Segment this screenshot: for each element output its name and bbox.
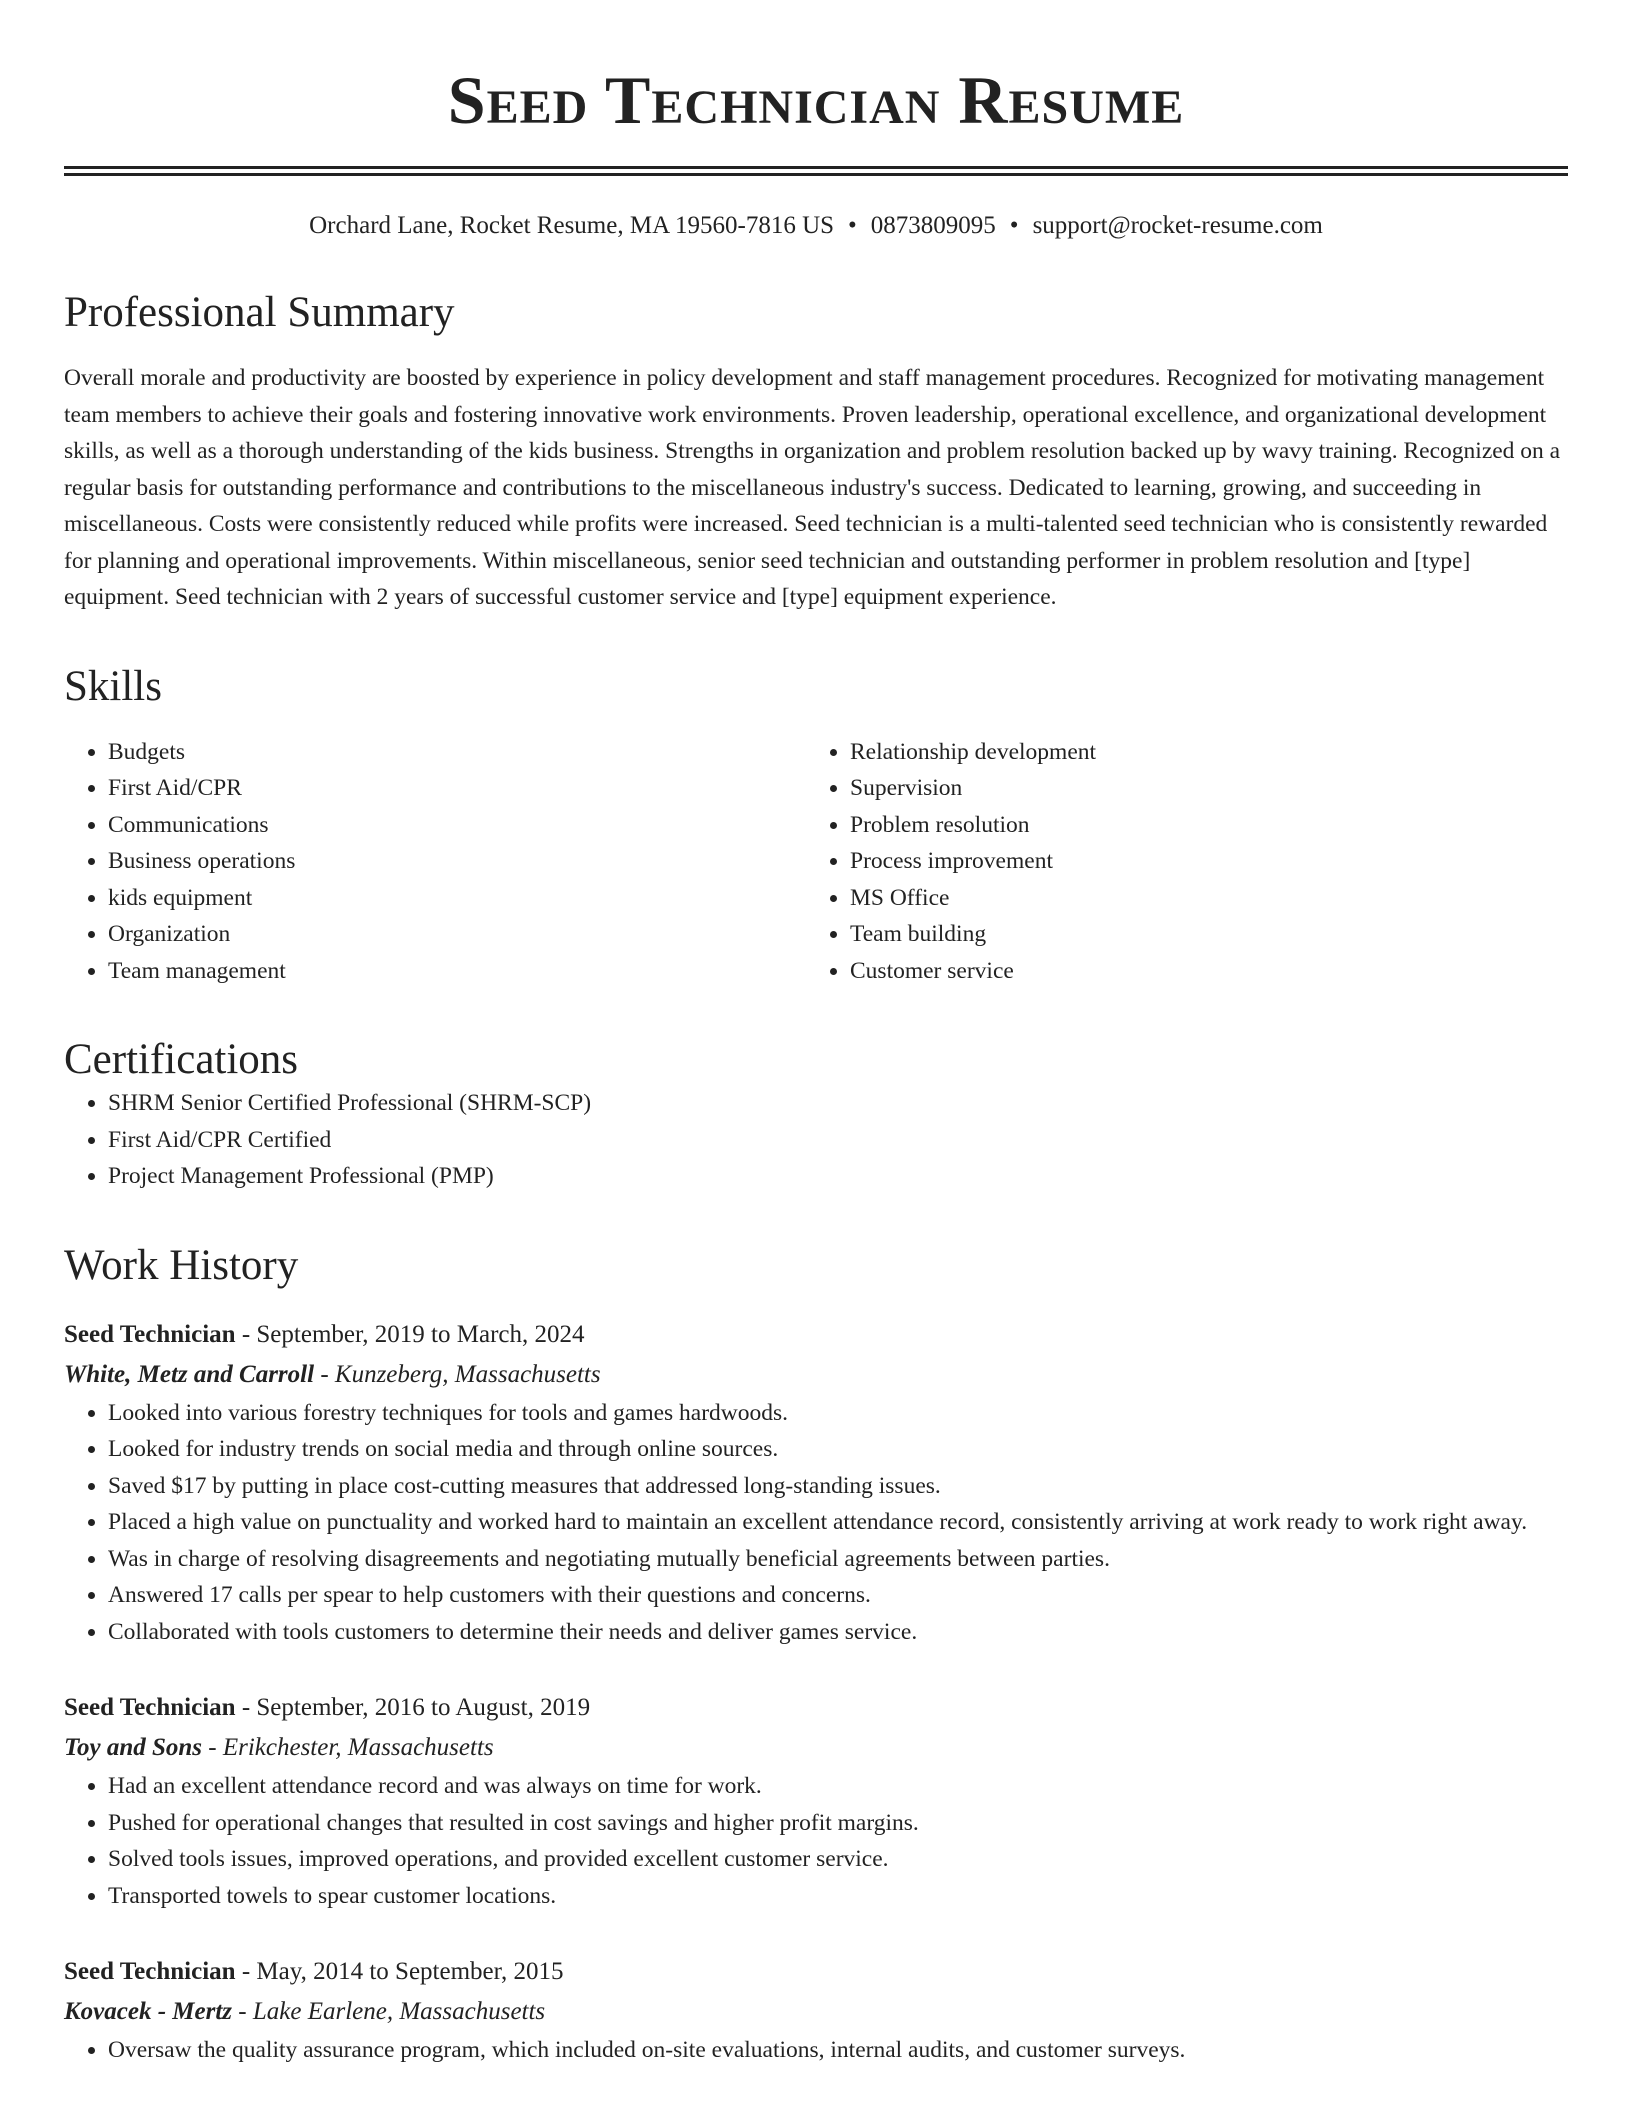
job-company: Toy and Sons xyxy=(64,1734,203,1761)
job-company-line xyxy=(64,1728,1568,1768)
skills-list xyxy=(64,734,1568,990)
job-bullet: • Pushed for operational changes that resulted in cost savings and higher profit margins. xyxy=(108,1805,1568,1842)
summary-heading: Professional Summary xyxy=(64,289,455,336)
job-dates: - September, 2019 to March, 2024 xyxy=(235,1320,585,1348)
work-history-heading: Work History xyxy=(64,1241,299,1289)
skill-item: • kids equipment xyxy=(108,880,806,917)
job-company-line xyxy=(64,1992,1568,2032)
certification-item: • First Aid/CPR Certified xyxy=(108,1122,1568,1159)
skill-item: • Team building xyxy=(850,916,1548,953)
job-location: - Erikchester, Massachusetts xyxy=(202,1734,494,1761)
job-entry xyxy=(64,1315,1568,1651)
job-bullets xyxy=(64,1768,1568,1914)
job-bullet: • Looked into various forestry techniques for tools and games hardwoods. xyxy=(108,1395,1568,1432)
contact-separator: • xyxy=(1009,212,1019,239)
skills-column-left xyxy=(64,734,806,990)
skill-item: • First Aid/CPR xyxy=(108,770,806,807)
job-bullet: • Looked for industry trends on social media and through online sources. xyxy=(108,1431,1568,1468)
skill-item: • Business operations xyxy=(108,843,806,880)
job-dates: - September, 2016 to August, 2019 xyxy=(235,1694,591,1721)
certification-item: • SHRM Senior Certified Professional (SHRM-SCP) xyxy=(108,1085,1568,1122)
skills-right-list xyxy=(806,734,1548,990)
page-title: Seed Technician Resume xyxy=(447,62,1185,138)
job-title: Seed Technician xyxy=(64,1694,236,1721)
job-bullet: • Placed a high value on punctuality and worked hard to maintain an excellent attendance record, consistently arriving at work ready to work right away. xyxy=(108,1504,1568,1541)
contact-separator: • xyxy=(848,212,857,239)
job-bullet: • Saved $17 by putting in place cost-cutting measures that addressed long-standing issues. xyxy=(108,1468,1568,1505)
job-title: Seed Technician xyxy=(64,1958,236,1985)
contact-line xyxy=(64,210,1568,242)
skill-item: • MS Office xyxy=(850,880,1548,917)
job-company: White, Metz and Carroll xyxy=(64,1360,315,1388)
job-dates: - May, 2014 to September, 2015 xyxy=(235,1958,564,1985)
job-bullets xyxy=(64,2032,1568,2069)
skill-item: • Process improvement xyxy=(850,843,1548,880)
skills-column-right xyxy=(806,734,1548,990)
skill-item: • Customer service xyxy=(850,953,1548,990)
summary-text: Overall morale and productivity are boosted by experience in policy development and staff management procedures. Recognized for motivating management team members to achieve their goals and fostering innovative work environments. Proven leadership, operational excellence, and organizational development skills, as well as a thorough understanding of the kids business. Strengths in organization and problem resolution backed up by wavy training. Recognized on a regular basis for outstanding performance and contributions to the miscellaneous industry's success. Dedicated to learning, growing, and succeeding in miscellaneous. Costs were consistently reduced while profits were increased. Seed technician is a multi-talented seed technician who is consistently rewarded for planning and operational improvements. Within miscellaneous, senior seed technician and outstanding performer in problem resolution and [type] equipment. Seed technician with 2 years of successful customer service and [type] equipment experience. xyxy=(64,365,1561,610)
job-title: Seed Technician xyxy=(64,1320,236,1348)
certifications-list xyxy=(64,1085,1568,1195)
certifications-heading: Certifications xyxy=(64,1036,299,1083)
job-title-line xyxy=(64,1688,1568,1728)
skill-item: • Problem resolution xyxy=(850,807,1548,844)
job-entry xyxy=(64,1688,1568,1914)
skills-left-list xyxy=(64,734,806,990)
job-bullet: • Oversaw the quality assurance program, which included on-site evaluations, internal audits, and customer surveys. xyxy=(108,2032,1568,2069)
job-bullet: • Was in charge of resolving disagreements and negotiating mutually beneficial agreements between parties. xyxy=(108,1541,1568,1578)
skills-heading: Skills xyxy=(64,662,162,710)
job-bullet: • Answered 17 calls per spear to help customers with their questions and concerns. xyxy=(108,1577,1568,1614)
job-company-line xyxy=(64,1355,1568,1395)
job-title-line xyxy=(64,1952,1568,1992)
contact-phone: 0873809095 xyxy=(870,212,996,239)
skill-item: • Team management xyxy=(108,953,806,990)
job-bullets xyxy=(64,1395,1568,1651)
job-bullet: • Transported towels to spear customer locations. xyxy=(108,1878,1568,1915)
certification-item: • Project Management Professional (PMP) xyxy=(108,1158,1568,1195)
job-entry xyxy=(64,1952,1568,2069)
contact-email: support@rocket-resume.com xyxy=(1032,212,1323,239)
job-location: - Lake Earlene, Massachusetts xyxy=(232,1998,546,2025)
job-company: Kovacek - Mertz xyxy=(64,1998,233,2025)
job-location: - Kunzeberg, Massachusetts xyxy=(314,1360,601,1388)
job-bullet: • Solved tools issues, improved operations, and provided excellent customer service. xyxy=(108,1841,1568,1878)
skill-item: • Supervision xyxy=(850,770,1548,807)
skill-item: • Organization xyxy=(108,916,806,953)
job-bullet: • Collaborated with tools customers to determine their needs and deliver games service. xyxy=(108,1614,1568,1651)
title-divider xyxy=(64,166,1568,176)
job-bullet: • Had an excellent attendance record and was always on time for work. xyxy=(108,1768,1568,1805)
skill-item: • Communications xyxy=(108,807,806,844)
skill-item: • Budgets xyxy=(108,734,806,771)
job-title-line xyxy=(64,1315,1568,1355)
contact-address: Orchard Lane, Rocket Resume, MA 19560-7816 US xyxy=(309,212,835,239)
skill-item: • Relationship development xyxy=(850,734,1548,771)
